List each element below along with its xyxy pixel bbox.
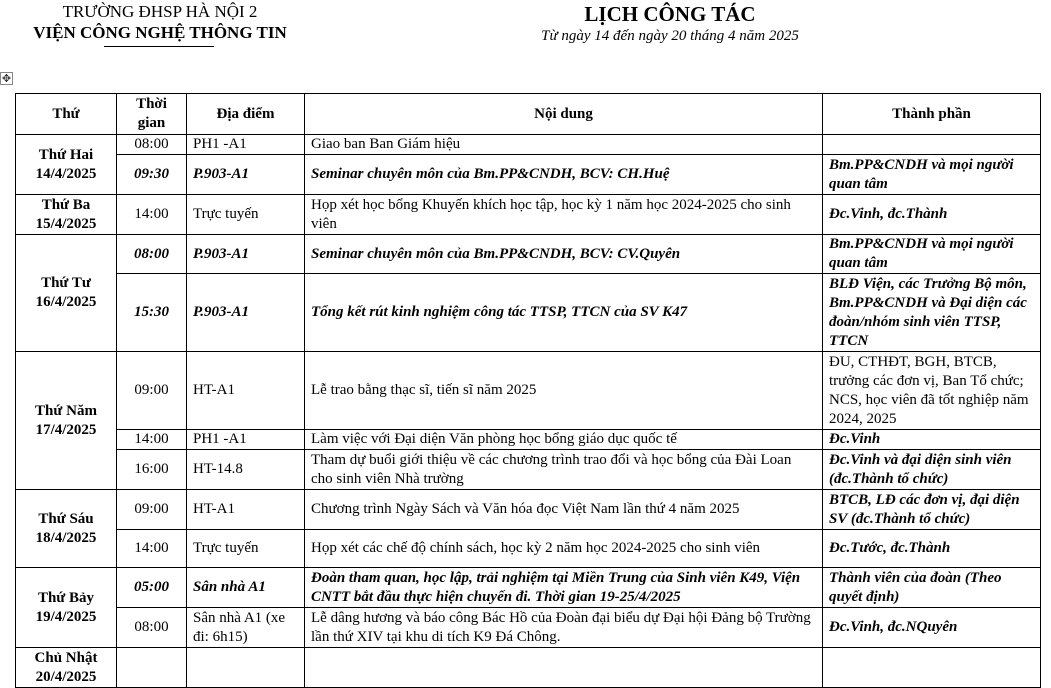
content-cell: Seminar chuyên môn của Bm.PP&CNDH, BCV: CH.Huệ bbox=[305, 155, 823, 195]
day-date: 18/4/2025 bbox=[35, 529, 97, 546]
day-cell bbox=[16, 490, 117, 568]
place-cell: Sân nhà A1 (xe đi: 6h15) bbox=[187, 608, 305, 648]
day-cell bbox=[16, 135, 117, 195]
table-row bbox=[16, 430, 1041, 450]
members-cell: Bm.PP&CNDH và mọi người quan tâm bbox=[823, 235, 1041, 274]
time-cell: 14:00 bbox=[117, 195, 187, 235]
time-cell: 08:00 bbox=[117, 135, 187, 155]
content-cell: Đoàn tham quan, học lập, trải nghiệm tại Miền Trung của Sinh viên K49, Viện CNTT bắt đầu thực hiện chuyến đi. Thời gian 19-25/4/2025 bbox=[305, 568, 823, 608]
place-cell: P.903-A1 bbox=[187, 155, 305, 195]
place-cell: PH1 -A1 bbox=[187, 430, 305, 450]
day-name: Thứ Ba bbox=[41, 196, 91, 213]
page-title: LỊCH CÔNG TÁC bbox=[584, 2, 756, 26]
col-header-day: Thứ bbox=[16, 94, 117, 135]
schedule-table bbox=[15, 93, 1041, 688]
table-row bbox=[16, 568, 1041, 608]
members-cell: Bm.PP&CNDH và mọi người quan tâm bbox=[823, 155, 1041, 195]
time-cell: 09:30 bbox=[117, 155, 187, 195]
place-cell: HT-A1 bbox=[187, 490, 305, 530]
day-cell bbox=[16, 568, 117, 648]
members-cell: Đc.Vinh, đc.Thành bbox=[823, 195, 1041, 235]
day-name: Thứ Hai bbox=[38, 146, 94, 163]
day-cell bbox=[16, 235, 117, 352]
table-row bbox=[16, 195, 1041, 235]
table-row bbox=[16, 608, 1041, 648]
school-name: TRƯỜNG ĐHSP HÀ NỘI 2 bbox=[62, 2, 258, 21]
content-cell: Họp xét các chế độ chính sách, học kỳ 2 năm học 2024-2025 cho sinh viên bbox=[305, 530, 823, 568]
content-cell: Giao ban Ban Giám hiệu bbox=[305, 135, 823, 155]
col-header-place: Địa điểm bbox=[187, 94, 305, 135]
time-cell: 14:00 bbox=[117, 530, 187, 568]
table-row bbox=[16, 352, 1041, 430]
header-underline bbox=[104, 46, 214, 47]
members-cell: Đc.Vinh, đc.NQuyên bbox=[823, 608, 1041, 648]
table-row bbox=[16, 450, 1041, 490]
school-header bbox=[0, 2, 320, 43]
place-cell: P.903-A1 bbox=[187, 235, 305, 274]
table-row bbox=[16, 135, 1041, 155]
content-cell: Làm việc với Đại diện Văn phòng học bổng giáo dục quốc tế bbox=[305, 430, 823, 450]
time-cell: 16:00 bbox=[117, 450, 187, 490]
time-cell: 08:00 bbox=[117, 235, 187, 274]
content-cell: Họp xét học bổng Khuyến khích học tập, học kỳ 1 năm học 2024-2025 cho sinh viên bbox=[305, 195, 823, 235]
members-cell bbox=[823, 135, 1041, 155]
content-cell: Seminar chuyên môn của Bm.PP&CNDH, BCV: CV.Quyên bbox=[305, 235, 823, 274]
col-header-time: Thời gian bbox=[117, 94, 187, 135]
col-header-content: Nội dung bbox=[305, 94, 823, 135]
day-date: 15/4/2025 bbox=[35, 215, 97, 232]
col-header-members: Thành phần bbox=[823, 94, 1041, 135]
institute-name: VIỆN CÔNG NGHỆ THÔNG TIN bbox=[33, 23, 287, 42]
day-name: Thứ Tư bbox=[41, 275, 91, 291]
table-header-row bbox=[16, 94, 1041, 135]
content-cell: Tổng kết rút kinh nghiệm công tác TTSP, TTCN của SV K47 bbox=[305, 274, 823, 352]
place-cell: HT-A1 bbox=[187, 352, 305, 430]
date-range: Từ ngày 14 đến ngày 20 tháng 4 năm 2025 bbox=[541, 28, 799, 44]
place-cell: PH1 -A1 bbox=[187, 135, 305, 155]
place-cell: Trực tuyến bbox=[187, 530, 305, 568]
members-cell: Đc.Vinh bbox=[823, 430, 1041, 450]
content-cell: Tham dự buổi giới thiệu về các chương trình trao đổi và học bổng của Đài Loan cho sinh viên Nhà trường bbox=[305, 450, 823, 490]
day-date: 19/4/2025 bbox=[35, 608, 97, 625]
day-name: Thứ Năm bbox=[35, 402, 97, 419]
day-date: 16/4/2025 bbox=[35, 294, 97, 310]
content-cell: Lễ dâng hương và báo công Bác Hồ của Đoàn đại biểu dự Đại hội Đảng bộ Trường lần thứ XIV tại khu di tích K9 Đá Chông. bbox=[305, 608, 823, 648]
table-row bbox=[16, 490, 1041, 530]
day-date: 20/4/2025 bbox=[35, 668, 97, 685]
table-row bbox=[16, 274, 1041, 352]
members-cell: Thành viên của đoàn (Theo quyết định) bbox=[823, 568, 1041, 608]
day-name: Thứ Bảy bbox=[37, 589, 95, 606]
time-cell: 09:00 bbox=[117, 490, 187, 530]
document-header bbox=[495, 2, 845, 46]
day-cell bbox=[16, 195, 117, 235]
table-row bbox=[16, 530, 1041, 568]
day-date: 17/4/2025 bbox=[35, 421, 97, 438]
day-name: Thứ Sáu bbox=[38, 510, 94, 527]
time-cell: 09:00 bbox=[117, 352, 187, 430]
content-cell: Chương trình Ngày Sách và Văn hóa đọc Việt Nam lần thứ 4 năm 2025 bbox=[305, 490, 823, 530]
content-cell: Lễ trao bằng thạc sĩ, tiến sĩ năm 2025 bbox=[305, 352, 823, 430]
members-cell: Đc.Vinh và đại diện sinh viên (đc.Thành tổ chức) bbox=[823, 450, 1041, 490]
day-cell bbox=[16, 352, 117, 490]
time-cell: 05:00 bbox=[117, 568, 187, 608]
place-cell: Sân nhà A1 bbox=[187, 568, 305, 608]
place-cell: P.903-A1 bbox=[187, 274, 305, 352]
members-cell: BLĐ Viện, các Trưởng Bộ môn, Bm.PP&CNDH và Đại diện các đoàn/nhóm sinh viên TTSP, TTCN bbox=[823, 274, 1041, 352]
time-cell: 08:00 bbox=[117, 608, 187, 648]
table-row bbox=[16, 155, 1041, 195]
table-row bbox=[16, 235, 1041, 274]
time-cell: 15:30 bbox=[117, 274, 187, 352]
table-move-handle-icon[interactable]: ✥ bbox=[1, 73, 12, 85]
members-cell: ĐU, CTHĐT, BGH, BTCB, trưởng các đơn vị, Ban Tổ chức; NCS, học viên đã tốt nghiệp năm 2024, 2025 bbox=[823, 352, 1041, 430]
place-cell: Trực tuyến bbox=[187, 195, 305, 235]
members-cell: Đc.Tước, đc.Thành bbox=[823, 530, 1041, 568]
day-name: Chủ Nhật bbox=[34, 649, 98, 666]
time-cell: 14:00 bbox=[117, 430, 187, 450]
members-cell: BTCB, LĐ các đơn vị, đại diện SV (đc.Thành tổ chức) bbox=[823, 490, 1041, 530]
day-date: 14/4/2025 bbox=[35, 165, 97, 182]
place-cell: HT-14.8 bbox=[187, 450, 305, 490]
